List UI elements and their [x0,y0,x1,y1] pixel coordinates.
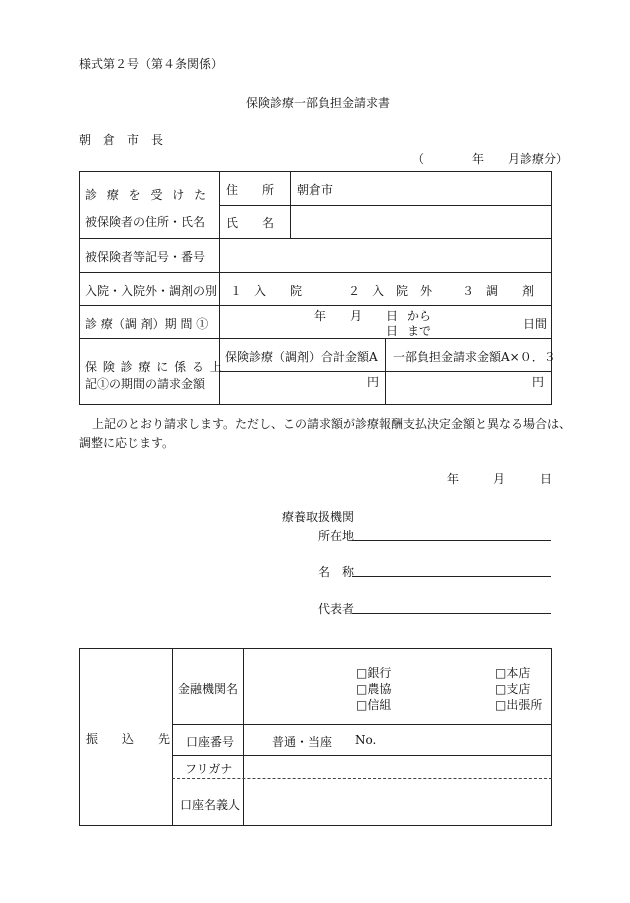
date-year: 年 [447,472,460,486]
option-head-office[interactable]: □本店 [495,666,531,680]
option-branch[interactable]: □支店 [495,682,531,696]
billing-period-note: （ 年 月診療分） [412,152,569,166]
representative-field[interactable] [352,613,551,614]
insured-number-label: 被保険者等記号・番号 [85,250,206,264]
branch-type-options [495,665,542,713]
bank-name-label: 金融機関名 [178,682,239,696]
patient-label-line2: 被保険者の住所・氏名 [85,215,206,229]
total-amount-a-label: 保険診療（調剤）合計金額A [225,350,378,364]
option-agri-coop[interactable]: □農協 [356,682,392,696]
treatment-period-label: 診 療（調 剤）期 間 ① [85,317,209,331]
type-option-dispensing: ３ 調 剤 [462,284,535,298]
institution-heading: 療養取扱機関 [282,510,355,524]
total-yen-unit: 円 [367,375,380,389]
type-option-inpatient: １ 入 院 [230,284,303,298]
period-from: から [407,309,432,323]
account-holder-label: 口座名義人 [180,798,241,812]
period-to: まで [407,324,432,338]
date-day: 日 [540,472,553,486]
statement-line1: 上記のとおり請求します。ただし、この請求額が診療報酬支払決定金額と異なる場合は、 [92,417,572,431]
claim-label-line1: 保 険 診 療 に 係 る 上 [85,360,223,374]
option-credit-union[interactable]: □信組 [356,698,392,712]
type-option-outpatient: ２ 入 院 外 [348,284,433,298]
period-ymd: 年 月 日 [314,309,399,323]
claim-yen-unit: 円 [532,375,545,389]
institution-name-field[interactable] [352,576,551,577]
document-title: 保険診療一部負担金請求書 [246,96,391,110]
institution-name-label: 名 称 [318,565,355,579]
addressee: 朝 倉 市 長 [79,133,164,147]
option-bank[interactable]: □銀行 [356,666,392,680]
representative-label: 代表者 [318,602,355,616]
date-month: 月 [493,472,506,486]
bank-type-options [356,665,391,713]
transfer-destination-label: 振 込 先 [86,732,171,746]
location-field[interactable] [352,540,551,541]
furigana-label: フリガナ [185,762,233,776]
statement-line2: 調整に応じます。 [79,436,175,450]
address-label: 住 所 [226,183,275,197]
account-no-label: No. [355,733,377,747]
account-type[interactable]: 普通・当座 [272,735,333,749]
option-sub-branch[interactable]: □出張所 [495,698,543,712]
admission-type-label: 入院・入院外・調剤の別 [85,284,218,298]
patient-label-line1: 診 療 を 受 け た [85,188,210,202]
period-end-day: 日 [386,324,399,338]
account-number-label: 口座番号 [186,735,235,749]
form-number: 様式第２号（第４条関係） [79,57,224,71]
claim-label-line2: 記①の期間の請求金額 [85,377,206,391]
name-label: 氏 名 [226,216,275,230]
address-value: 朝倉市 [297,183,334,197]
period-days: 日間 [523,317,548,331]
institution-location-label: 所在地 [318,529,355,543]
claim-amount-label: 一部負担金請求金額A×０．３ [393,350,556,364]
